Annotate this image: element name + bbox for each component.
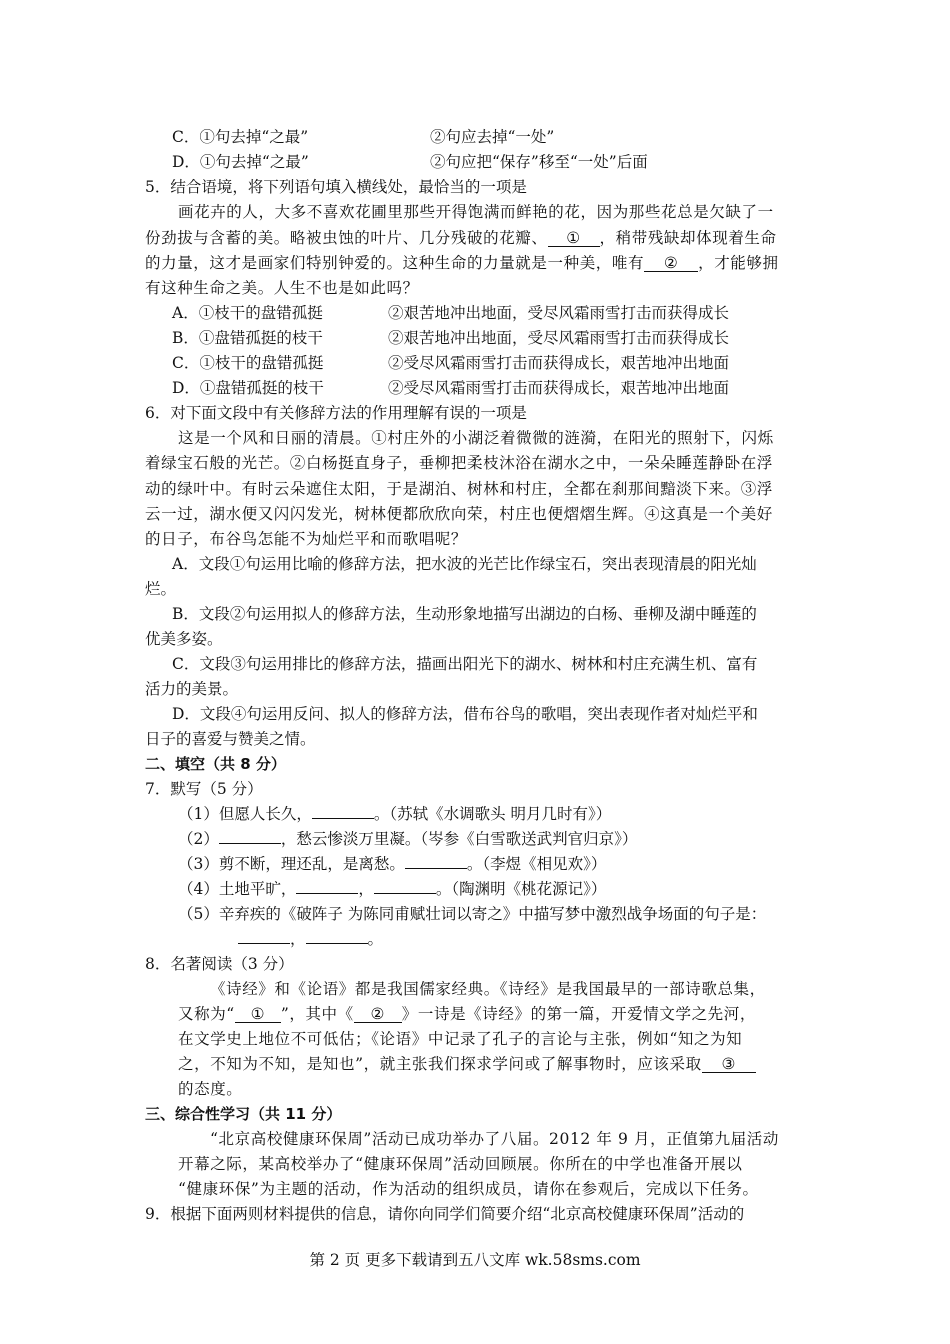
q4-option-d-left: D．①句去掉“之最”	[172, 153, 309, 171]
q5-blank-1: ①	[548, 230, 600, 247]
q5-option-d-right: ②受尽风霜雨雪打击而获得成长，艰苦地冲出地面	[388, 379, 730, 397]
q6-option-a-line-2: 烂。	[145, 580, 177, 598]
q7-item-1	[178, 804, 611, 824]
q8-passage-line-4a: 之，不知为不知，是知也”，就主张我们探求学问或了解事物时，应该采取	[178, 1055, 702, 1073]
q5-option-b-left: B．①盘错孤挺的枝干	[172, 329, 323, 347]
q5-passage-line-3a: 的力量，这才是画家们特别钟爱的。这种生命的力量就是一种美，唯有	[145, 254, 645, 272]
q7-item-5-blank-1	[238, 943, 290, 944]
q6-stem: 6．对下面文段中有关修辞方法的作用理解有误的一项是	[145, 404, 527, 422]
q7-item-3-blank	[405, 868, 467, 869]
q8-passage-line-1: 《诗经》和《论语》都是我国儒家经典。《诗经》是我国最早的一部诗歌总集，	[210, 980, 766, 998]
q5-option-c-left: C．①枝干的盘错孤挺	[172, 354, 324, 372]
q7-item-5-sep: ，	[290, 930, 306, 948]
q7-item-1-blank	[312, 818, 374, 819]
q8-passage-line-2c: 》一诗是《诗经》的第一篇，开爱情文学之先河，	[401, 1005, 756, 1023]
q6-option-d-line-1: D．文段④句运用反问、拟人的修辞方法，借布谷鸟的歌唱，突出表现作者对灿烂平和	[172, 705, 758, 723]
q7-item-2-blank	[219, 843, 281, 844]
q8-blank-2: ②	[354, 1006, 402, 1023]
q8-passage-line-5: 的态度。	[178, 1080, 243, 1098]
q5-option-b-right: ②艰苦地冲出地面，受尽风霜雨雪打击而获得成长	[388, 329, 730, 347]
q5-blank-2: ②	[644, 255, 698, 272]
q6-option-d-line-2: 日子的喜爱与赞美之情。	[145, 730, 316, 748]
q6-option-c-line-2: 活力的美景。	[145, 680, 239, 698]
q7-item-4	[178, 879, 606, 899]
q8-blank-3: ③	[702, 1056, 756, 1073]
q6-passage-line-3: 动的绿叶中。有时云朵遮住太阳，于是湖泊、树林和村庄，全都在刹那间黯淡下来。③浮	[145, 480, 773, 498]
q7-item-1-text: （1）但愿人长久，	[178, 805, 312, 823]
q5-passage-line-4: 有这种生命之美。人生不也是如此吗？	[145, 279, 419, 297]
intro-line-2: 开幕之际，某高校举办了“健康环保周”活动回顾展。你所在的中学也准备开展以	[178, 1155, 743, 1173]
q8-passage-line-2a: 又称为“	[178, 1005, 235, 1023]
q5-stem: 5．结合语境，将下列语句填入横线处，最恰当的一项是	[145, 178, 527, 196]
q7-item-2-text: ，愁云惨淡万里凝。（岑参《白雪歌送武判官归京》）	[280, 830, 638, 848]
q5-passage-line-2	[145, 228, 777, 248]
q8-stem: 8．名著阅读（3 分）	[145, 955, 294, 973]
q6-option-c-line-1: C．文段③句运用排比的修辞方法，描画出阳光下的湖水、树林和村庄充满生机、富有	[172, 655, 758, 673]
q7-item-5-blank-2	[306, 943, 368, 944]
q5-passage-line-2a: 份劲拔与含蓄的美。略被虫蚀的叶片、几分残破的花瓣、	[145, 229, 548, 247]
q8-passage-line-2	[178, 1004, 756, 1024]
section-3-title: 三、综合性学习（共 11 分）	[145, 1105, 342, 1123]
q7-item-4-text: （4）土地平旷，	[178, 880, 297, 898]
q5-passage-line-3	[145, 253, 779, 273]
q6-passage-line-4: 云一过，湖水便又闪闪发光，树林便都欣欣向荣，村庄也便熠熠生辉。④这真是一个美好	[145, 505, 773, 523]
q6-passage-line-2: 着绿宝石般的光芒。②白杨挺直身子，垂柳把柔枝沐浴在湖水之中，一朵朵睡莲静卧在浮	[145, 454, 773, 472]
q4-option-d-right: ②句应把“保存”移至“一处”后面	[430, 153, 648, 171]
q8-passage-line-3: 在文学史上地位不可低估；《论语》中记录了孔子的言论与主张，例如“知之为知	[178, 1030, 743, 1048]
intro-line-3: “健康环保”为主题的活动，作为活动的组织成员，请你在参观后，完成以下任务。	[178, 1180, 759, 1198]
q9-stem: 9．根据下面两则材料提供的信息，请你向同学们简要介绍“北京高校健康环保周”活动的	[145, 1205, 745, 1223]
q7-stem: 7．默写（5 分）	[145, 780, 263, 798]
q7-item-4-sep: ，	[358, 880, 374, 898]
q8-passage-line-2b: ”，其中《	[280, 1005, 354, 1023]
q5-option-a-right: ②艰苦地冲出地面，受尽风霜雨雪打击而获得成长	[388, 304, 730, 322]
q7-item-2-num: （2）	[178, 830, 219, 848]
q5-option-c-right: ②受尽风霜雨雪打击而获得成长，艰苦地冲出地面	[388, 354, 730, 372]
q4-option-c-left: C．①句去掉“之最”	[172, 128, 309, 146]
q7-item-2	[178, 829, 637, 849]
q6-option-b-line-1: B．文段②句运用拟人的修辞方法，生动形象地描写出湖边的白杨、垂柳及湖中睡莲的	[172, 605, 757, 623]
q8-blank-1: ①	[235, 1006, 281, 1023]
q8-passage-line-4	[178, 1054, 756, 1074]
q7-item-1-source: 。（苏轼《水调歌头 明月几时有》）	[373, 805, 612, 823]
q7-item-3-text: （3）剪不断，理还乱，是离愁。	[178, 855, 405, 873]
q5-option-d-left: D．①盘错孤挺的枝干	[172, 379, 324, 397]
intro-line-1: “北京高校健康环保周”活动已成功举办了八届。2012 年 9 月，正值第九届活动	[210, 1130, 779, 1148]
q7-item-5: （5）辛弃疾的《破阵子 为陈同甫赋壮词以寄之》中描写梦中激烈战争场面的句子是：	[178, 905, 767, 923]
q7-item-3-source: 。（李煜《相见欢》）	[466, 855, 607, 873]
q7-item-4-blank-1	[296, 893, 358, 894]
q7-item-4-blank-2	[374, 893, 436, 894]
q6-option-b-line-2: 优美多姿。	[145, 630, 223, 648]
q5-passage-line-1: 画花卉的人，大多不喜欢花圃里那些开得饱满而鲜艳的花，因为那些花总是欠缺了一	[178, 203, 774, 221]
q6-passage-line-5: 的日子，布谷鸟怎能不为灿烂平和而歌唱呢？	[145, 530, 468, 548]
q6-option-a-line-1: A．文段①句运用比喻的修辞方法，把水波的光芒比作绿宝石，突出表现清晨的阳光灿	[172, 555, 757, 573]
page-footer: 第 2 页 更多下载请到五八文库 wk.58sms.com	[309, 1251, 641, 1269]
q7-item-4-source: 。（陶渊明《桃花源记》）	[435, 880, 607, 898]
q6-passage-line-1: 这是一个风和日丽的清晨。①村庄外的小湖泛着微微的涟漪，在阳光的照射下，闪烁	[178, 429, 774, 447]
q7-item-3	[178, 854, 606, 874]
q5-option-a-left: A．①枝干的盘错孤挺	[172, 304, 323, 322]
q4-option-c-right: ②句应去掉“一处”	[430, 128, 555, 146]
q5-passage-line-3b: ，才能够拥	[698, 254, 779, 272]
q7-item-5-end: 。	[367, 930, 384, 948]
q7-item-5-answer	[238, 929, 383, 949]
section-2-title: 二、填空（共 8 分）	[145, 755, 286, 773]
q5-passage-line-2b: ，稍带残缺却体现着生命	[599, 229, 777, 247]
